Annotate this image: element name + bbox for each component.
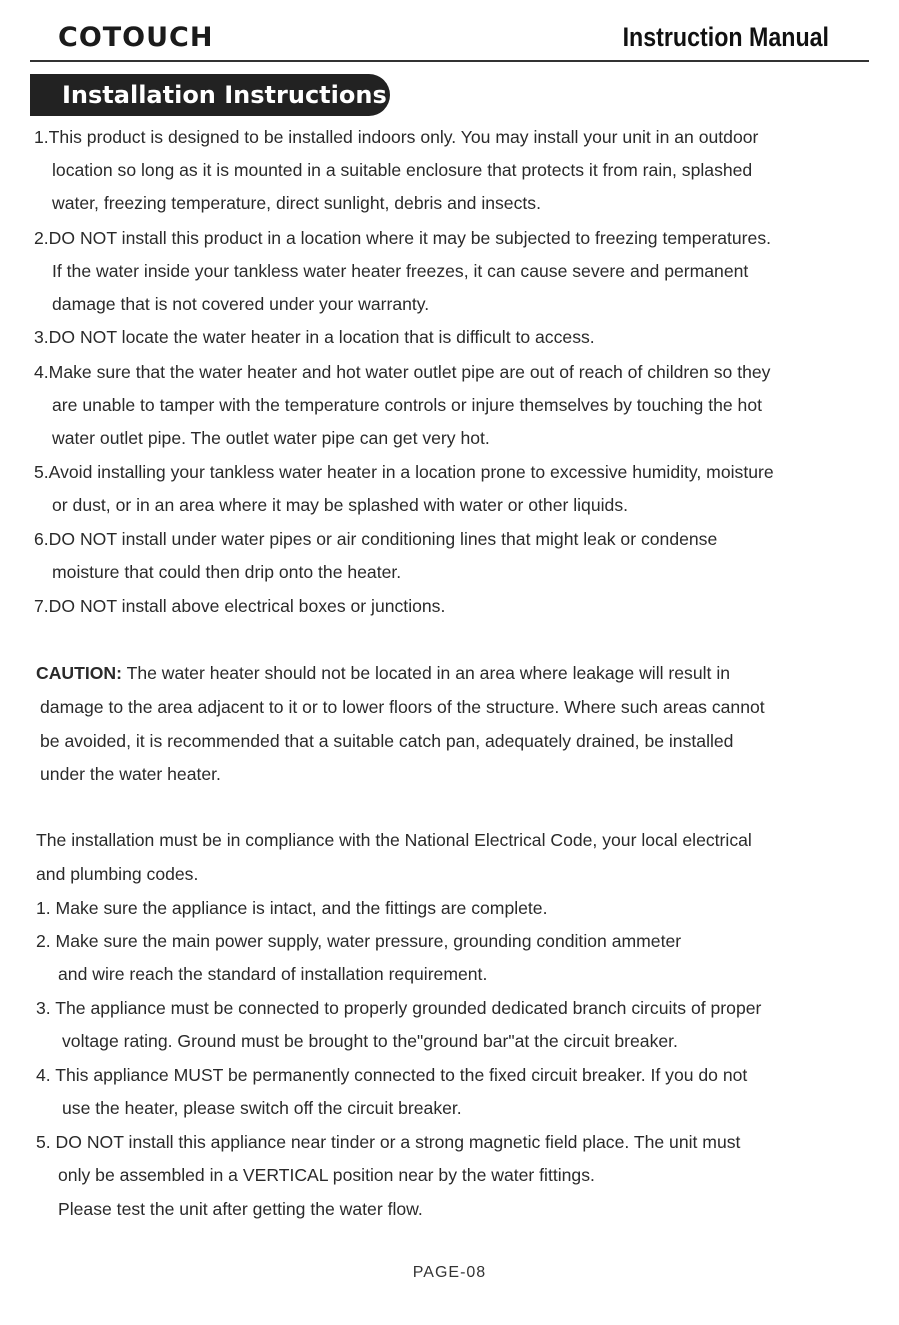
brand-logo — [58, 22, 213, 53]
compliance-line: 4. This appliance MUST be permanently connected to the fixed circuit breaker. If you do not — [36, 1065, 748, 1085]
compliance-line: Please test the unit after getting the water flow. — [58, 1199, 423, 1219]
instruction-line: water outlet pipe. The outlet water pipe can get very hot. — [52, 428, 490, 448]
compliance-line: 5. DO NOT install this appliance near tinder or a strong magnetic field place. The unit must — [36, 1132, 741, 1152]
section-banner — [30, 74, 390, 116]
compliance-line: 1. Make sure the appliance is intact, and the fittings are complete. — [36, 898, 548, 918]
section-title: Installation Instructions — [62, 81, 387, 109]
instruction-line: location so long as it is mounted in a suitable enclosure that protects it from rain, splashed — [52, 160, 753, 180]
instruction-line: 2.DO NOT install this product in a location where it may be subjected to freezing temperatures. — [34, 228, 772, 248]
instruction-line: 7.DO NOT install above electrical boxes or junctions. — [34, 596, 446, 616]
manual-title: Instruction Manual — [622, 22, 829, 52]
page-header — [30, 18, 869, 62]
caution-line — [36, 663, 730, 684]
instruction-line: water, freezing temperature, direct sunlight, debris and insects. — [52, 193, 541, 213]
instruction-line: 6.DO NOT install under water pipes or air conditioning lines that might leak or condense — [34, 529, 718, 549]
instruction-line: 1.This product is designed to be installed indoors only. You may install your unit in an outdoor — [34, 127, 759, 147]
brand-name: COTOUCH — [58, 22, 214, 53]
instruction-line: 5.Avoid installing your tankless water heater in a location prone to excessive humidity, moisture — [34, 462, 774, 482]
compliance-line: and wire reach the standard of installation requirement. — [58, 964, 488, 984]
caution-line: under the water heater. — [40, 764, 221, 784]
compliance-line: 3. The appliance must be connected to properly grounded dedicated branch circuits of proper — [36, 998, 762, 1018]
compliance-line: only be assembled in a VERTICAL position near by the water fittings. — [58, 1165, 595, 1185]
instruction-line: 3.DO NOT locate the water heater in a location that is difficult to access. — [34, 327, 595, 347]
instruction-line: moisture that could then drip onto the heater. — [52, 562, 402, 582]
page-number: PAGE-08 — [412, 1264, 487, 1281]
compliance-line: voltage rating. Ground must be brought to the"ground bar"at the circuit breaker. — [62, 1031, 678, 1051]
instruction-line: damage that is not covered under your warranty. — [52, 294, 430, 314]
caution-label: CAUTION: — [36, 663, 123, 683]
compliance-line: and plumbing codes. — [36, 864, 199, 884]
caution-text: The water heater should not be located in an area where leakage will result in — [122, 663, 731, 683]
instruction-line: or dust, or in an area where it may be splashed with water or other liquids. — [52, 495, 628, 515]
compliance-line: use the heater, please switch off the circuit breaker. — [62, 1098, 462, 1118]
compliance-line: 2. Make sure the main power supply, water pressure, grounding condition ammeter — [36, 931, 682, 951]
caution-line: be avoided, it is recommended that a suitable catch pan, adequately drained, be installed — [40, 731, 734, 751]
instruction-line: If the water inside your tankless water heater freezes, it can cause severe and permanent — [52, 261, 749, 281]
instruction-line: 4.Make sure that the water heater and hot water outlet pipe are out of reach of children so they — [34, 362, 771, 382]
caution-line: damage to the area adjacent to it or to lower floors of the structure. Where such areas cannot — [40, 697, 765, 717]
instruction-line: are unable to tamper with the temperature controls or injure themselves by touching the hot — [52, 395, 763, 415]
compliance-line: The installation must be in compliance with the National Electrical Code, your local electrical — [36, 830, 752, 850]
